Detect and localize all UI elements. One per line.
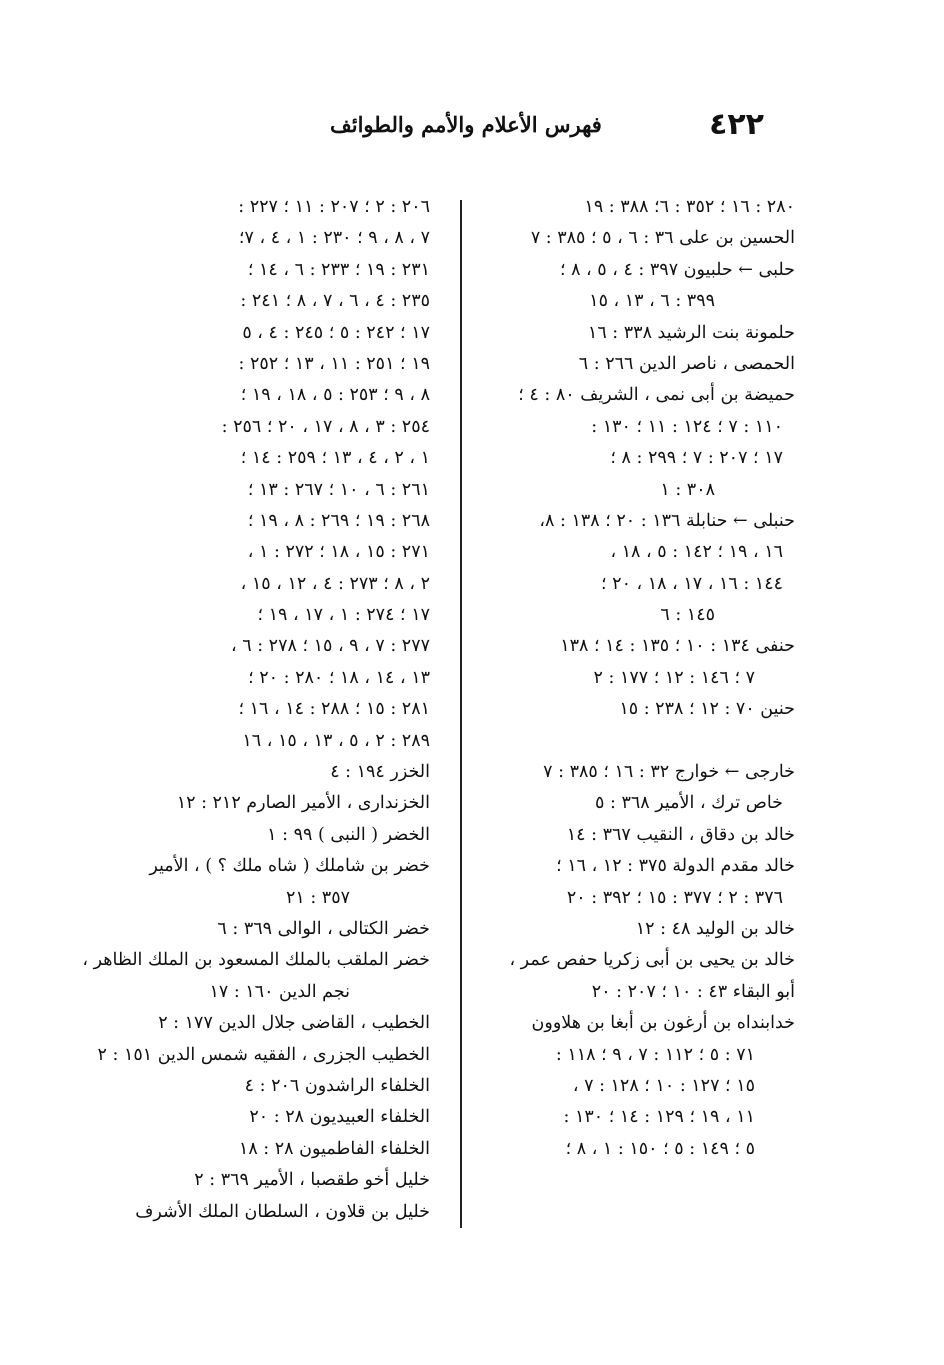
index-entry: ٣٥٧ : ٢١ (285, 887, 350, 908)
index-entry: خالد بن دقاق ، النقيب ٣٦٧ : ١٤ (566, 824, 795, 845)
index-entry: الخلفاء الفاطميون ٢٨ : ١٨ (238, 1138, 430, 1159)
index-entry: ٢ ، ٨ ؛ ٢٧٣ : ٤ ، ١٢ ، ١٥ ، (240, 573, 430, 594)
index-entry: ٧١ : ٥ ؛ ١١٢ : ٧ ، ٩ ؛ ١١٨ : (555, 1044, 755, 1065)
index-entry: ٢٨٩ : ٢ ، ٥ ، ١٣ ، ١٥ ، ١٦ (242, 730, 430, 751)
index-entry: خاص ترك ، الأمير ٣٦٨ : ٥ (595, 793, 783, 814)
index-entry: حلمونة بنت الرشيد ٣٣٨ : ١٦ (587, 322, 795, 343)
index-entry: حنبلى ← حنابلة ١٣٦ : ٢٠ ؛ ١٣٨ : ٨، (539, 510, 795, 531)
index-entry: ٢٧١ : ١٥ ، ١٨ ؛ ٢٧٢ : ١ ، (247, 542, 430, 563)
index-entry: ٢٠٦ : ٢ ؛ ٢٠٧ : ١١ ؛ ٢٢٧ : (238, 197, 430, 217)
page-header (330, 104, 764, 144)
index-entry: حنين ٧٠ : ١٢ ؛ ٢٣٨ : ١٥ (619, 699, 795, 720)
index-entry: الحمصى ، ناصر الدين ٢٦٦ : ٦ (578, 353, 795, 374)
index-column-left (82, 192, 430, 1228)
index-entry: خارجى ← خوارج ٣٢ : ١٦ ؛ ٣٨٥ : ٧ (543, 762, 795, 783)
index-entry: الخلفاء الراشدون ٢٠٦ : ٤ (244, 1075, 430, 1096)
index-entry: ١٣ ، ١٤ ، ١٨ ؛ ٢٨٠ : ٢٠ ؛ (248, 667, 430, 688)
index-entry: الخطيب الجزرى ، الفقيه شمس الدين ١٥١ : ٢ (97, 1044, 430, 1065)
index-entry: ٧ ؛ ١٤٦ : ١٢ ؛ ١٧٧ : ٢ (593, 667, 755, 688)
index-entry: الخضر ( النبى ) ٩٩ : ١ (267, 824, 430, 845)
index-entry: ١١ ، ١٩ ؛ ١٢٩ : ١٤ ؛ ١٣٠ : (563, 1107, 755, 1128)
index-entry: ٧ ، ٨ ، ٩ ؛ ٢٣٠ : ١ ، ٤ ، ٧؛ (238, 228, 430, 249)
index-entry: خليل أخو طقصبا ، الأمير ٣٦٩ : ٢ (194, 1170, 430, 1191)
index-entry: ٢٥٤ : ٣ ، ٨ ، ١٧ ، ٢٠ ؛ ٢٥٦ : (221, 416, 430, 437)
index-entry: خليل بن قلاون ، السلطان الملك الأشرف (135, 1201, 430, 1222)
index-entry: ١٥ ؛ ١٢٧ : ١٠ ؛ ١٢٨ : ٧ ، (572, 1075, 755, 1096)
index-entry: ٢٣١ : ١٩ ؛ ٢٣٣ : ٦ ، ١٤ ؛ (247, 259, 430, 280)
index-entry: ٢٣٥ : ٤ ، ٦ ، ٧ ، ٨ ؛ ٢٤١ : (240, 291, 430, 312)
page-number: ٤٢٢ (709, 106, 764, 142)
index-entry: خالد بن يحيى بن أبى زكريا حفص عمر ، (509, 950, 795, 971)
index-entry: خدابنداه بن أرغون بن أبغا بن هلاوون (531, 1013, 795, 1034)
index-entry: أبو البقاء ٤٣ : ١٠ ؛ ٢٠٧ : ٢٠ (591, 981, 795, 1002)
index-entry: ٢٧٧ : ٧ ، ٩ ، ١٥ ؛ ٢٧٨ : ٦ ، (231, 636, 430, 657)
index-entry: ٣٧٦ : ٢ ؛ ٣٧٧ : ١٥ ؛ ٣٩٢ : ٢٠ (566, 887, 783, 908)
index-entry: ١٩ ؛ ٢٥١ : ١١ ، ١٣ ؛ ٢٥٢ : (238, 353, 430, 374)
index-entry: ١٧ ؛ ٢٠٧ : ٧ ؛ ٢٩٩ : ٨ ؛ (610, 448, 783, 469)
index-entry: ٣٩٩ : ٦ ، ١٣ ، ١٥ (589, 291, 715, 312)
index-entry: ٢٨٠ : ١٦ ؛ ٣٥٢ : ٦؛ ٣٨٨ : ١٩ (584, 197, 795, 217)
index-entry: خضر الملقب بالملك المسعود بن الملك الظاهر ، (82, 950, 430, 971)
index-entry: الحسين بن على ٣٦ : ٦ ، ٥ ؛ ٣٨٥ : ٧ (530, 228, 795, 249)
index-entry: الخزر ١٩٤ : ٤ (330, 762, 430, 783)
index-entry: الخطيب ، القاضى جلال الدين ١٧٧ : ٢ (158, 1013, 430, 1034)
index-entry: الخلفاء العبيديون ٢٨ : ٢٠ (249, 1107, 430, 1128)
index-entry: ١٧ ؛ ٢٤٢ : ٥ ؛ ٢٤٥ : ٤ ، ٥ (242, 322, 430, 343)
index-entry: نجم الدين ١٦٠ : ١٧ (209, 981, 350, 1002)
index-entry: ١١٠ : ٧ ؛ ١٢٤ : ١١ ؛ ١٣٠ : (591, 416, 783, 437)
index-entry: خالد بن الوليد ٤٨ : ١٢ (635, 918, 795, 939)
index-entry: ١٦ ، ١٩ ؛ ١٤٢ : ٥ ، ١٨ ، (610, 542, 783, 563)
index-entry: خالد مقدم الدولة ٣٧٥ : ١٢ ، ١٦ ؛ (556, 856, 795, 877)
index-entry: حميضة بن أبى نمى ، الشريف ٨٠ : ٤ ؛ (518, 385, 795, 406)
index-entry: ٣٠٨ : ١ (660, 479, 715, 500)
index-entry: ١٧ ؛ ٢٧٤ : ١ ، ١٧ ، ١٩ ؛ (257, 605, 430, 626)
page-title: فهرس الأعلام والأمم والطوائف (330, 111, 602, 137)
index-entry: حنفى ١٣٤ : ١٠ ؛ ١٣٥ : ١٤ ؛ ١٣٨ (560, 636, 795, 657)
index-entry: ١ ، ٢ ، ٤ ، ١٣ ؛ ٢٥٩ : ١٤ ؛ (240, 448, 430, 469)
index-entry: الخزندارى ، الأمير الصارم ٢١٢ : ١٢ (176, 793, 430, 814)
index-entry: ٢٨١ : ١٥ ؛ ٢٨٨ : ١٤ ، ١٦ ؛ (238, 699, 430, 720)
column-divider (460, 200, 462, 1228)
index-entry: خضر الكتالى ، الوالى ٣٦٩ : ٦ (217, 918, 430, 939)
index-entry: خضر بن شاملك ( شاه ملك ؟ ) ، الأمير (149, 856, 430, 877)
index-entry: ٨ ، ٩ ؛ ٢٥٣ : ٥ ، ١٨ ، ١٩ ؛ (240, 385, 430, 406)
blank-line (475, 726, 795, 757)
index-entry: ١٤٤ : ١٦ ، ١٧ ، ١٨ ، ٢٠ ؛ (601, 573, 783, 594)
index-entry: ٢٦٨ : ١٩ ؛ ٢٦٩ : ٨ ، ١٩ ؛ (247, 510, 430, 531)
index-entry: ٥ ؛ ١٤٩ : ٥ ؛ ١٥٠ : ١ ، ٨ ؛ (565, 1138, 755, 1159)
index-entry: حلبى ← حلبيون ٣٩٧ : ٤ ، ٥ ، ٨ ؛ (559, 259, 795, 280)
index-column-right (475, 192, 795, 1165)
index-entry: ٢٦١ : ٦ ، ١٠ ؛ ٢٦٧ : ١٣ ؛ (247, 479, 430, 500)
index-entry: ١٤٥ : ٦ (660, 605, 715, 626)
